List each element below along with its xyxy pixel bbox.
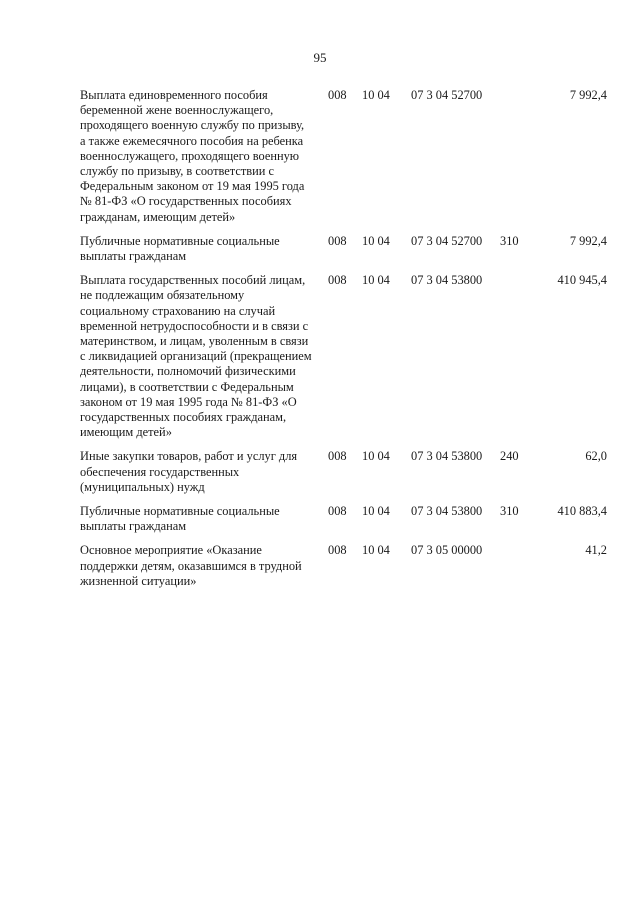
section-code: 10 04 <box>362 273 390 288</box>
section-code: 10 04 <box>362 88 390 102</box>
section-code: 10 04 <box>362 504 390 519</box>
expense-type-code: 310 <box>500 233 519 248</box>
row-description: Публичные нормативные социальные выплаты гражданам <box>80 504 280 534</box>
ministry-code: 008 <box>328 273 347 288</box>
amount: 410 883,4 <box>557 504 607 519</box>
target-article-code: 07 3 05 00000 <box>411 543 483 558</box>
amount: 7 992,4 <box>569 88 607 102</box>
target-article-code: 07 3 04 53800 <box>411 273 483 288</box>
page-number: 95 <box>313 50 327 65</box>
section-code: 10 04 <box>362 543 390 558</box>
table-row <box>0 88 640 225</box>
amount: 41,2 <box>585 543 607 558</box>
ministry-code: 008 <box>328 504 347 519</box>
amount: 62,0 <box>585 449 607 464</box>
target-article-code: 07 3 04 52700 <box>411 233 483 248</box>
table-row <box>0 449 640 495</box>
section-code: 10 04 <box>362 233 390 248</box>
amount: 410 945,4 <box>557 273 607 288</box>
table-row <box>0 504 640 534</box>
row-description: Выплата государственных пособий лицам, не подлежащим обязательному социальному страхованию на случай временной нетрудоспособности и в связи с материнством, и лицам, уволенным в связи с ликвидацией организаций (прекращением деятельности, полномочий физическими лицами), в соответствии с Федеральным законом от 19 мая 1995 года № 81-ФЗ «О государственных пособиях гражданам, имеющим детей» <box>80 273 312 440</box>
table-row <box>0 543 640 589</box>
amount: 7 992,4 <box>569 233 607 248</box>
ministry-code: 008 <box>328 88 347 102</box>
section-code: 10 04 <box>362 449 390 464</box>
ministry-code: 008 <box>328 543 347 558</box>
target-article-code: 07 3 04 53800 <box>411 504 483 519</box>
row-description: Публичные нормативные социальные выплаты гражданам <box>80 233 280 264</box>
row-description: Выплата единовременного пособия беременной жене военнослужащего, проходящего военную службу по призыву, а также ежемесячного пособия на ребенка военнослужащего, проходящего военную службу по призыву, в соответствии с Федеральным законом от 19 мая 1995 года № 81-ФЗ «О государственных пособиях гражданам, имеющим детей» <box>80 88 305 224</box>
table-row <box>0 234 640 264</box>
expense-type-code: 310 <box>500 504 519 519</box>
ministry-code: 008 <box>328 449 347 464</box>
target-article-code: 07 3 04 53800 <box>411 449 483 464</box>
budget-table <box>0 88 640 598</box>
row-description: Основное мероприятие «Оказание поддержки детям, оказавшимся в трудной жизненной ситуации» <box>80 543 302 588</box>
ministry-code: 008 <box>328 233 347 248</box>
expense-type-code: 240 <box>500 449 519 464</box>
target-article-code: 07 3 04 52700 <box>411 88 483 102</box>
table-row <box>0 273 640 440</box>
row-description: Иные закупки товаров, работ и услуг для обеспечения государственных (муниципальных) нужд <box>80 449 298 494</box>
